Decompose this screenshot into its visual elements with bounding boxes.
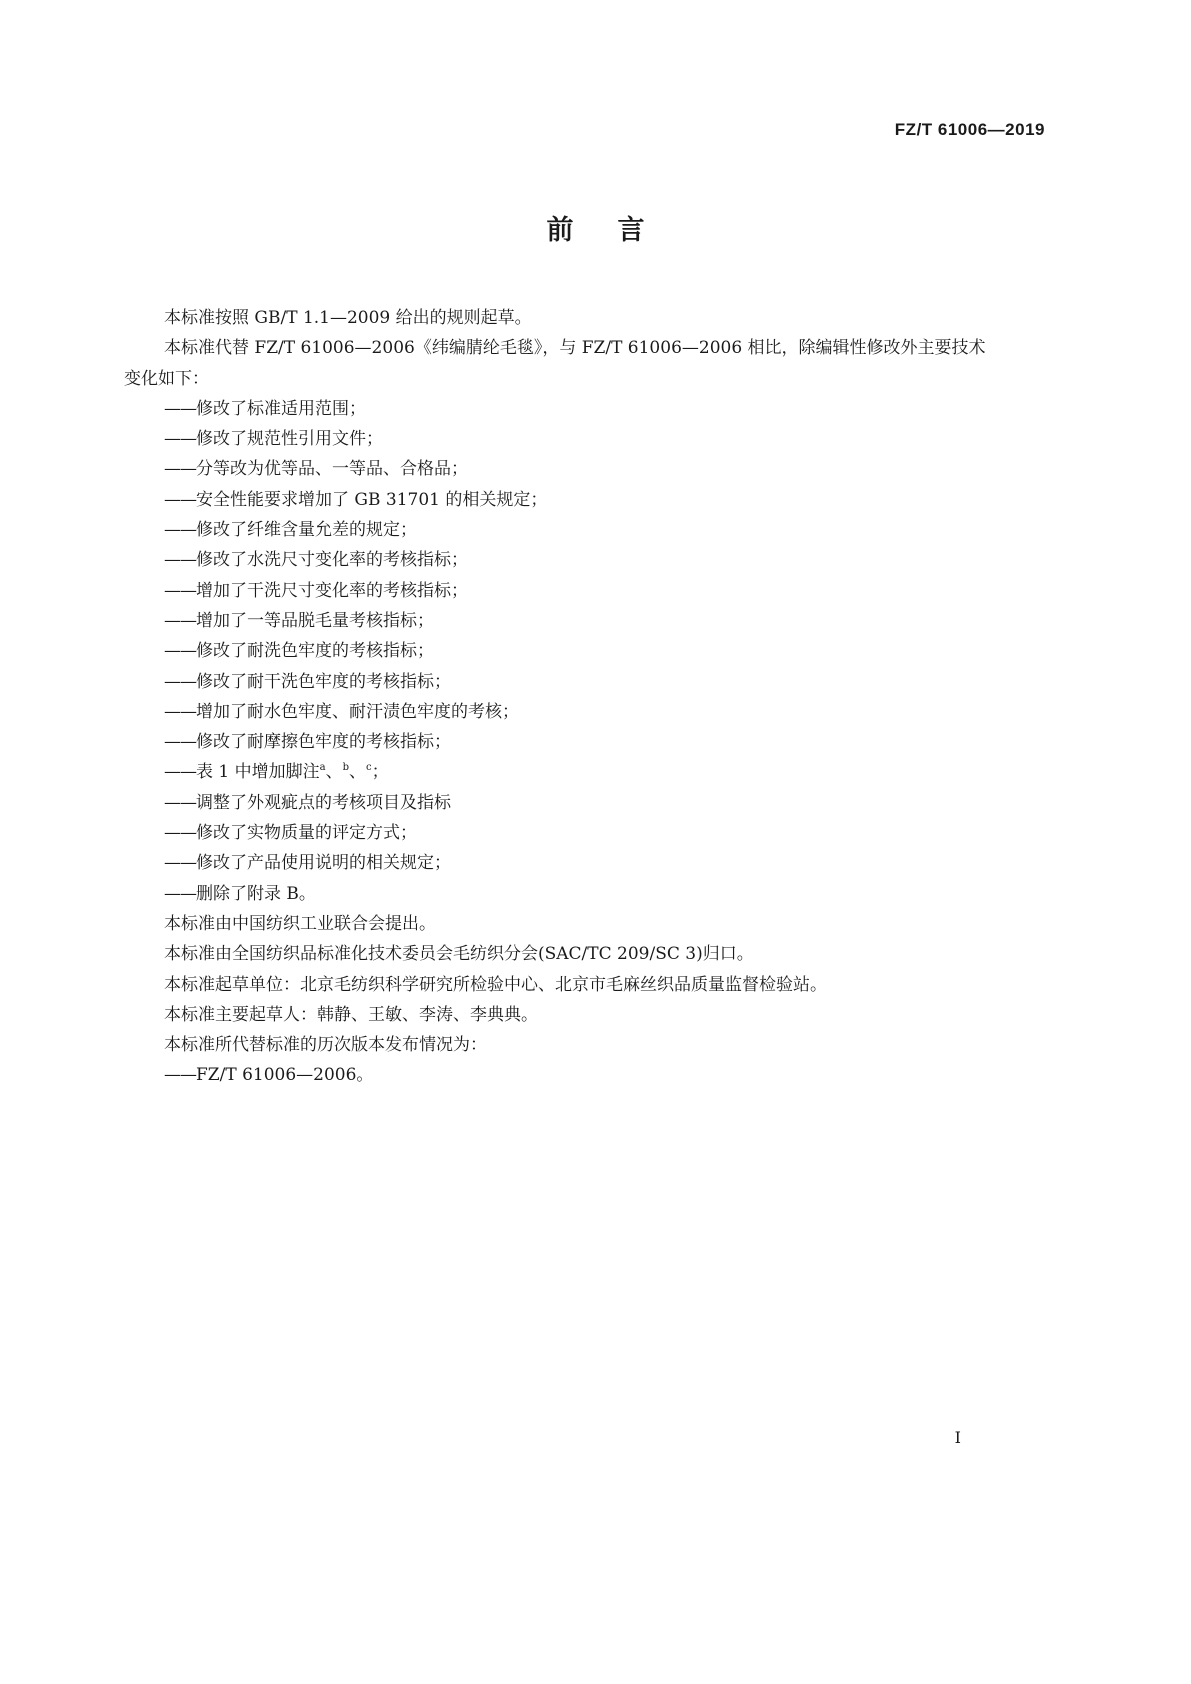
footnote-mark-b: b: [342, 762, 349, 774]
footnote-mark-c: c: [366, 762, 372, 774]
list-item: [124, 818, 988, 848]
list-item: [124, 424, 988, 454]
list-item: [124, 788, 988, 818]
list-item-text: 增加了一等品脱毛量考核指标；: [196, 610, 434, 631]
list-item-text: 修改了纤维含量允差的规定；: [196, 520, 417, 541]
list-item: [124, 454, 988, 484]
footnote-mark-a: a: [319, 762, 326, 774]
dash-marker: ——: [164, 550, 196, 571]
list-item: [124, 394, 988, 424]
list-item-text: 修改了耐洗色牢度的考核指标；: [196, 641, 434, 662]
list-item: [124, 727, 988, 757]
dash-marker: ——: [164, 520, 196, 541]
list-item-text: 增加了干洗尺寸变化率的考核指标；: [196, 580, 468, 601]
list-item: [124, 545, 988, 575]
dash-marker: ——: [164, 732, 196, 753]
footnote-separator: 、: [325, 762, 343, 783]
list-item: [124, 848, 988, 878]
list-item-text: 修改了耐摩擦色牢度的考核指标；: [196, 732, 451, 753]
dash-marker: ——: [164, 580, 196, 601]
list-item-text: 修改了水洗尺寸变化率的考核指标；: [196, 550, 468, 571]
paragraph-drafting-units: 本标准起草单位：北京毛纺织科学研究所检验中心、北京市毛麻丝织品质量监督检验站。: [164, 974, 827, 995]
dash-marker: ——: [164, 610, 196, 631]
list-item-text: 修改了实物质量的评定方式；: [196, 823, 417, 844]
dash-marker: ——: [164, 701, 196, 722]
dash-marker: ——: [164, 823, 196, 844]
dash-marker: ——: [164, 1065, 196, 1086]
paragraph-drafters: 本标准主要起草人：韩静、王敏、李涛、李典典。: [164, 1004, 538, 1025]
dash-marker: ——: [164, 853, 196, 874]
footnote-separator: 、: [349, 762, 366, 783]
dash-marker: ——: [164, 883, 196, 904]
list-item: [124, 606, 988, 636]
list-item-text: 分等改为优等品、一等品、合格品；: [196, 459, 468, 480]
list-item-text: 安全性能要求增加了 GB 31701 的相关规定；: [196, 489, 548, 510]
dash-marker: ——: [164, 641, 196, 662]
list-item: [124, 485, 988, 515]
list-item-text: 修改了标准适用范围；: [196, 398, 366, 419]
page-number: I: [954, 1428, 961, 1447]
dash-marker: ——: [164, 459, 196, 480]
paragraph-replaces: 本标准代替 FZ/T 61006—2006《纬编腈纶毛毯》，与 FZ/T 61006—2006 相比，除编辑性修改外主要技术变化如下：: [124, 338, 986, 389]
previous-versions-list: [124, 1060, 988, 1090]
list-item: [124, 879, 988, 909]
list-item-text: FZ/T 61006—2006。: [196, 1065, 374, 1086]
list-item-text: 修改了产品使用说明的相关规定；: [196, 853, 451, 874]
dash-marker: ——: [164, 398, 196, 419]
list-item-text: 修改了耐干洗色牢度的考核指标；: [196, 671, 451, 692]
footnote-change-prefix: 表 1 中增加脚注: [196, 762, 320, 783]
paragraph-centralized-by: 本标准由全国纺织品标准化技术委员会毛纺织分会(SAC/TC 209/SC 3)归口。: [164, 944, 754, 965]
dash-marker: ——: [164, 671, 196, 692]
changes-list: [124, 394, 988, 909]
list-item-text: 调整了外观疵点的考核项目及指标: [196, 792, 451, 813]
dash-marker: ——: [164, 429, 196, 450]
list-item-text: 修改了规范性引用文件；: [196, 429, 383, 450]
standard-code: FZ/T 61006—2019: [894, 120, 1045, 139]
list-item: [124, 636, 988, 666]
paragraph-proposed-by: 本标准由中国纺织工业联合会提出。: [164, 913, 436, 934]
foreword-body: [124, 303, 988, 1091]
list-item: [124, 697, 988, 727]
list-item: [124, 1060, 988, 1090]
dash-marker: ——: [164, 792, 196, 813]
page-title: 前言: [546, 215, 689, 246]
dash-marker: ——: [164, 489, 196, 510]
footnote-change-end: ；: [371, 762, 389, 783]
list-item-text: 删除了附录 B。: [196, 883, 316, 904]
list-item-footnotes: [124, 757, 988, 787]
list-item: [124, 576, 988, 606]
list-item: [124, 667, 988, 697]
paragraph-drafting-rule: 本标准按照 GB/T 1.1—2009 给出的规则起草。: [164, 308, 532, 328]
paragraph-previous-versions: 本标准所代替标准的历次版本发布情况为：: [164, 1035, 487, 1056]
list-item: [124, 515, 988, 545]
dash-marker: ——: [164, 762, 196, 783]
list-item-text: 增加了耐水色牢度、耐汗渍色牢度的考核；: [196, 701, 519, 722]
